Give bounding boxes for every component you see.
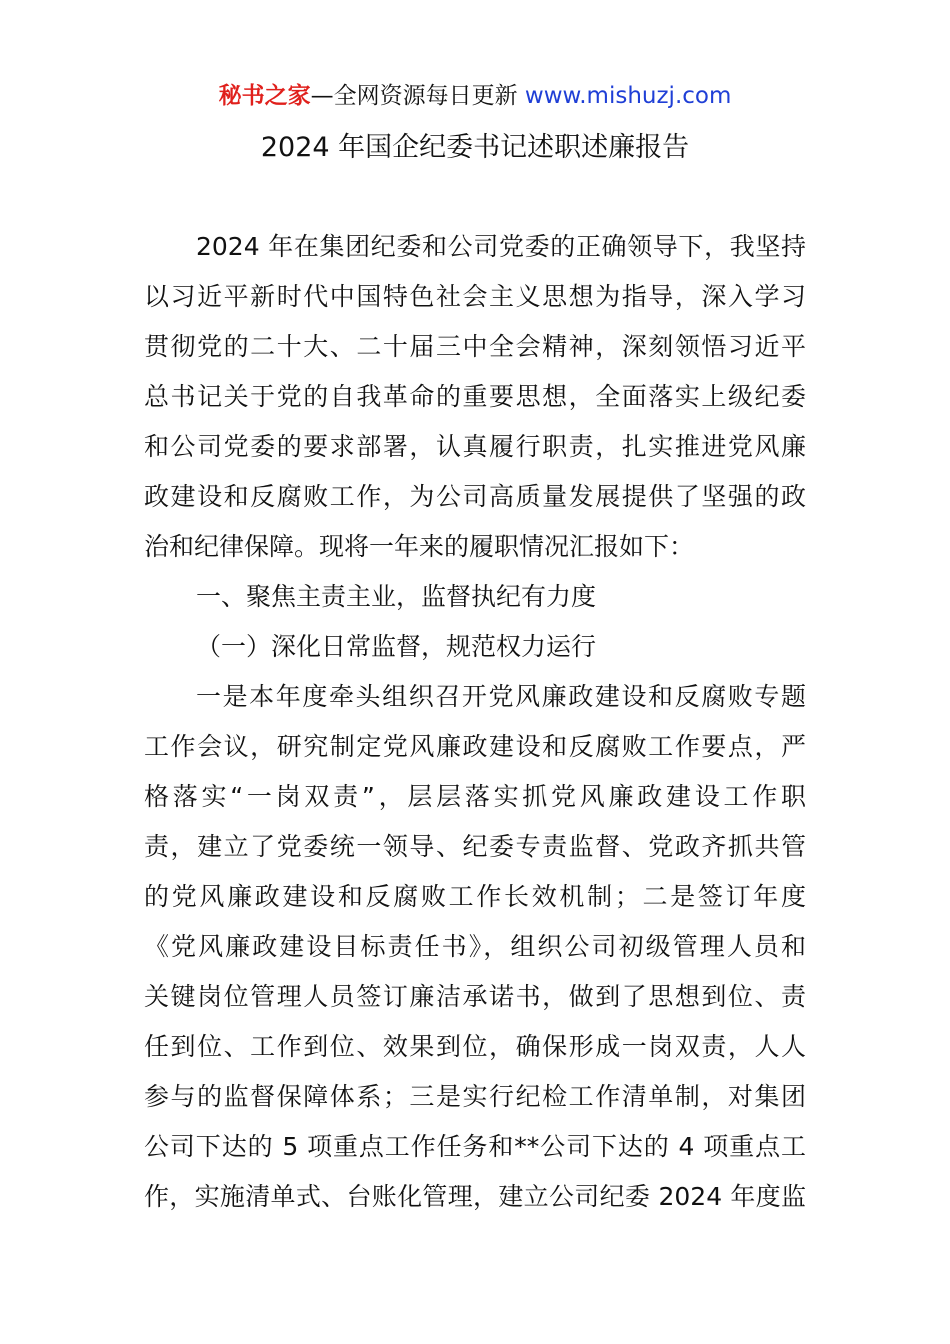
paragraph-line: 贯彻党的二十大、二十届三中全会精神，深刻领悟习近平 [144, 332, 806, 361]
site-header [0, 80, 950, 112]
paragraph-line: 参与的监督保障体系；三是实行纪检工作清单制，对集团 [144, 1082, 806, 1111]
subsection-heading: （一）深化日常监督，规范权力运行 [196, 632, 597, 661]
paragraph-line: 任到位、工作到位、效果到位，确保形成一岗双责，人人 [144, 1032, 806, 1061]
paragraph-line: 公司下达的 5 项重点工作任务和**公司下达的 4 项重点工 [144, 1132, 806, 1161]
paragraph-line: 2024 年在集团纪委和公司党委的正确领导下，我坚持 [196, 232, 806, 261]
paragraph-line: 关键岗位管理人员签订廉洁承诺书，做到了思想到位、责 [144, 982, 806, 1011]
paragraph-line: 一是本年度牵头组织召开党风廉政建设和反腐败专题 [196, 682, 806, 711]
paragraph-line: 作，实施清单式、台账化管理，建立公司纪委 2024 年度监 [144, 1182, 806, 1211]
paragraph-line: 总书记关于党的自我革命的重要思想，全面落实上级纪委 [144, 382, 806, 411]
paragraph-line: 治和纪律保障。现将一年来的履职情况汇报如下： [144, 532, 695, 561]
site-tagline: —全网资源每日更新 [310, 83, 525, 109]
paragraph-line: 以习近平新时代中国特色社会主义思想为指导，深入学习 [144, 282, 806, 311]
paragraph-line: 政建设和反腐败工作，为公司高质量发展提供了坚强的政 [144, 482, 806, 511]
paragraph-line: 的党风廉政建设和反腐败工作长效机制；二是签订年度 [144, 882, 806, 911]
paragraph-line: 格落实“一岗双责”，层层落实抓党风廉政建设工作职 [144, 782, 806, 811]
site-brand: 秘书之家 [218, 83, 311, 109]
paragraph-line: 和公司党委的要求部署，认真履行职责，扎实推进党风廉 [144, 432, 806, 461]
paragraph-line: 工作会议，研究制定党风廉政建设和反腐败工作要点，严 [144, 732, 806, 761]
paragraph-line: 《党风廉政建设目标责任书》，组织公司初级管理人员和 [144, 932, 806, 961]
document-title: 2024 年国企纪委书记述职述廉报告 [260, 132, 690, 163]
document-body [144, 222, 806, 1222]
paragraph-line: 责，建立了党委统一领导、纪委专责监督、党政齐抓共管 [144, 832, 806, 861]
site-url-link[interactable]: www.mishuzj.com [524, 83, 732, 109]
section-heading: 一、聚焦主责主业，监督执纪有力度 [196, 582, 597, 611]
